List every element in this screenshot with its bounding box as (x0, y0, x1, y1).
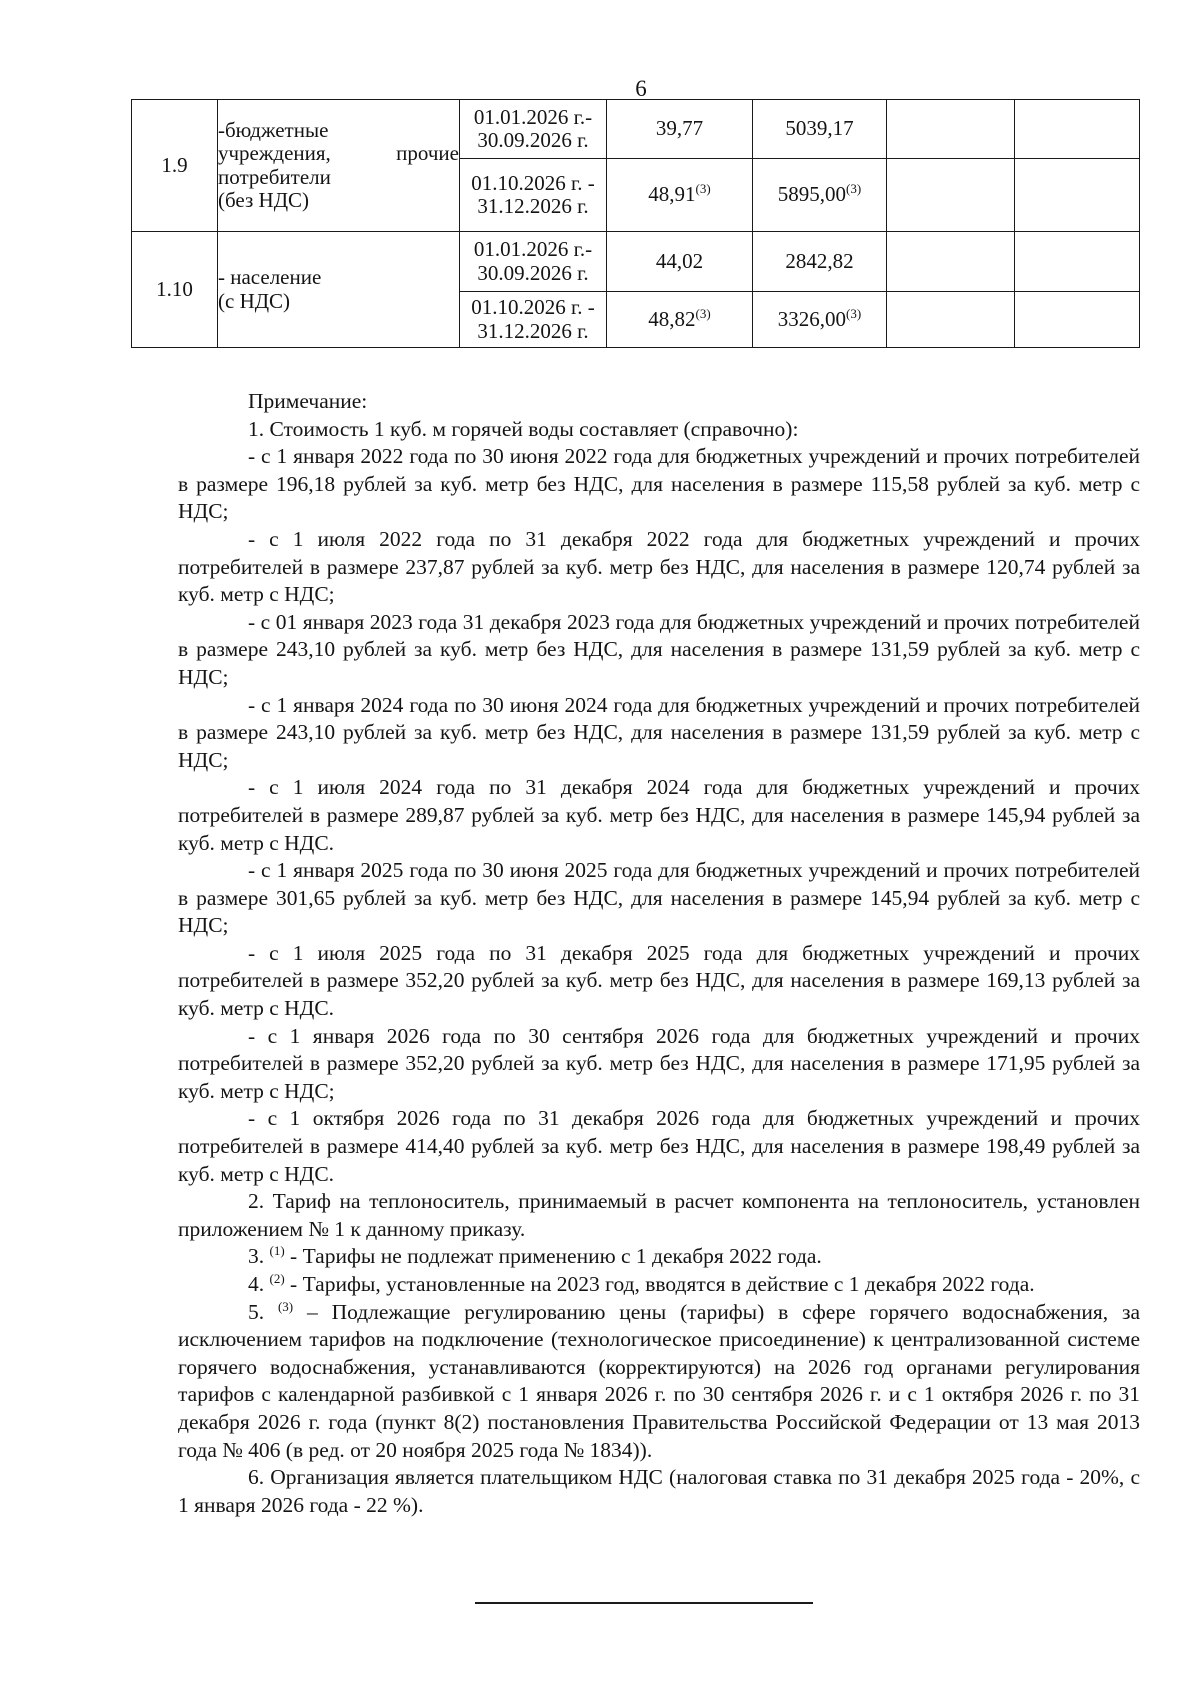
note-1-item: - с 1 октября 2026 года по 31 декабря 2026 года для бюджетных учреждений и прочих потребителей в размере 414,40 рублей за куб. метр без НДС, для населения в размере 198,49 рублей за куб. метр с НДС. (178, 1106, 1140, 1186)
period-end: 31.12.2026 г. (477, 318, 589, 343)
category-line: -бюджетные (218, 118, 329, 143)
empty-cell (1015, 232, 1140, 292)
table-row (132, 100, 1140, 159)
footer-rule (475, 1602, 813, 1604)
note-1-item: - с 1 июля 2025 года по 31 декабря 2025 года для бюджетных учреждений и прочих потребителей в размере 352,20 рублей за куб. метр без НДС, для населения в размере 169,13 рублей за куб. метр с НДС. (178, 940, 1140, 1021)
note-1-item: - с 01 января 2023 года 31 декабря 2023 года для бюджетных учреждений и прочих потребителей в размере 243,10 рублей за куб. метр без НДС, для населения в размере 131,59 рублей за куб. метр с НДС; (178, 609, 1140, 689)
period-start: 01.10.2026 г. - (471, 170, 595, 195)
note-1-item: - с 1 января 2025 года по 30 июня 2025 года для бюджетных учреждений и прочих потребителей в размере 301,65 рублей за куб. метр без НДС, для населения в размере 145,94 рублей за куб. метр с НДС; (178, 858, 1140, 938)
footnote-mark: (3) (846, 181, 862, 197)
category-line: - население (218, 265, 322, 290)
value-cell (607, 159, 753, 232)
note-5-text: – Подлежащие регулированию цены (тарифы) в сфере горячего водоснабжения, за исключением тарифов на подключение (технологическое присоединение) к централизованной системе горячего водоснабжения, устанавливаются (корректируются) на 2026 год органами регулирования тарифов с календарной разбивкой с 1 января 2026 г. по 30 сентября 2026 г. и с 1 октября 2026 г. по 31 декабря 2026 г. года (пункт 8(2) постановления Правительства Российской Федерации от 13 мая 2013 года № 406 (в ред. от 20 ноября 2025 года № 1834)). (178, 1299, 1140, 1462)
empty-cell (887, 100, 1015, 159)
value-cell (607, 232, 753, 292)
note-3 (178, 1243, 1140, 1271)
period-end: 31.12.2026 г. (477, 194, 589, 218)
period-start: 01.01.2026 г.- (473, 237, 593, 262)
note-1-lead: 1. Стоимость 1 куб. м горячей воды составляет (справочно): (248, 416, 799, 441)
value: 48,91 (648, 182, 696, 207)
value-cell (753, 100, 887, 159)
note-6: 6. Организация является плательщиком НДС (налоговая ставка по 31 декабря 2025 года - 20%, с 1 января 2026 года - 22 %). (178, 1465, 1140, 1517)
footnote-mark: (2) (269, 1271, 285, 1286)
note-4-text: - Тарифы, установленные на 2023 год, вводятся в действие с 1 декабря 2022 года. (284, 1272, 1035, 1296)
period-cell (460, 232, 607, 292)
period-end: 30.09.2026 г. (477, 260, 589, 285)
empty-cell (1015, 159, 1140, 232)
period-end: 30.09.2026 г. (477, 128, 589, 152)
value-cell (753, 232, 887, 292)
note-4 (178, 1271, 1140, 1299)
footnote-mark: (3) (277, 1298, 294, 1314)
value-cell (607, 292, 753, 348)
category-line: (без НДС) (218, 187, 310, 212)
value-cell (607, 100, 753, 159)
row-number: 1.9 (132, 100, 218, 232)
note-4-prefix: 4. (248, 1272, 270, 1296)
notes-heading: Примечание: (248, 389, 368, 413)
empty-cell (1015, 100, 1140, 159)
empty-cell (887, 159, 1015, 232)
category-line: (с НДС) (218, 288, 291, 313)
value: 2842,82 (785, 248, 854, 273)
note-1-item: - с 1 июля 2022 года по 31 декабря 2022 года для бюджетных учреждений и прочих потребителей в размере 237,87 рублей за куб. метр без НДС, для населения в размере 120,74 рублей за куб. метр с НДС; (178, 526, 1140, 607)
category-line: учреждения, прочие (218, 141, 459, 166)
value: 39,77 (655, 116, 704, 141)
footnote-mark: (3) (695, 305, 711, 321)
consumer-category (218, 100, 460, 232)
consumer-category (218, 232, 460, 348)
value: 44,02 (655, 248, 704, 273)
period-cell (460, 159, 607, 232)
notes-section (178, 388, 1140, 1519)
empty-cell (1015, 292, 1140, 348)
note-1-item: - с 1 января 2024 года по 30 июня 2024 года для бюджетных учреждений и прочих потребителей в размере 243,10 рублей за куб. метр без НДС, для населения в размере 131,59 рублей за куб. метр с НДС; (178, 692, 1140, 772)
note-1-item: - с 1 января 2022 года по 30 июня 2022 года для бюджетных учреждений и прочих потребителей в размере 196,18 рублей за куб. метр без НДС, для населения в размере 115,58 рублей за куб. метр с НДС; (178, 444, 1140, 524)
period-cell (460, 100, 607, 159)
note-3-prefix: 3. (248, 1244, 270, 1269)
note-1-item: - с 1 января 2026 года по 30 сентября 2026 года для бюджетных учреждений и прочих потребителей в размере 352,20 рублей за куб. метр без НДС, для населения в размере 171,95 рублей за куб. метр с НДС; (178, 1023, 1140, 1103)
category-line: потребители (218, 164, 331, 189)
row-number: 1.10 (132, 232, 218, 348)
period-cell (460, 292, 607, 348)
note-5 (178, 1299, 1140, 1465)
value: 48,82 (648, 306, 696, 331)
page-number: 6 (635, 76, 647, 101)
footnote-mark: (3) (846, 305, 862, 321)
value: 5895,00 (777, 182, 847, 207)
note-5-prefix: 5. (248, 1299, 278, 1324)
period-start: 01.01.2026 г.- (473, 104, 593, 129)
value: 5039,17 (785, 116, 854, 141)
empty-cell (887, 292, 1015, 348)
footnote-mark: (3) (695, 181, 711, 197)
note-2: 2. Тариф на теплоноситель, принимаемый в расчет компонента на теплоноситель, установлен приложением № 1 к данному приказу. (178, 1189, 1140, 1241)
period-start: 01.10.2026 г. - (471, 295, 595, 320)
empty-cell (887, 232, 1015, 292)
table-row (132, 232, 1140, 292)
tariff-table (131, 99, 1140, 348)
note-1-item: - с 1 июля 2024 года по 31 декабря 2024 года для бюджетных учреждений и прочих потребителей в размере 289,87 рублей за куб. метр без НДС, для населения в размере 145,94 рублей за куб. метр с НДС. (178, 775, 1140, 855)
footnote-mark: (1) (269, 1243, 285, 1259)
note-3-text: - Тарифы не подлежат применению с 1 декабря 2022 года. (284, 1244, 822, 1269)
value-cell (753, 292, 887, 348)
value-cell (753, 159, 887, 232)
value: 3326,00 (777, 306, 847, 331)
